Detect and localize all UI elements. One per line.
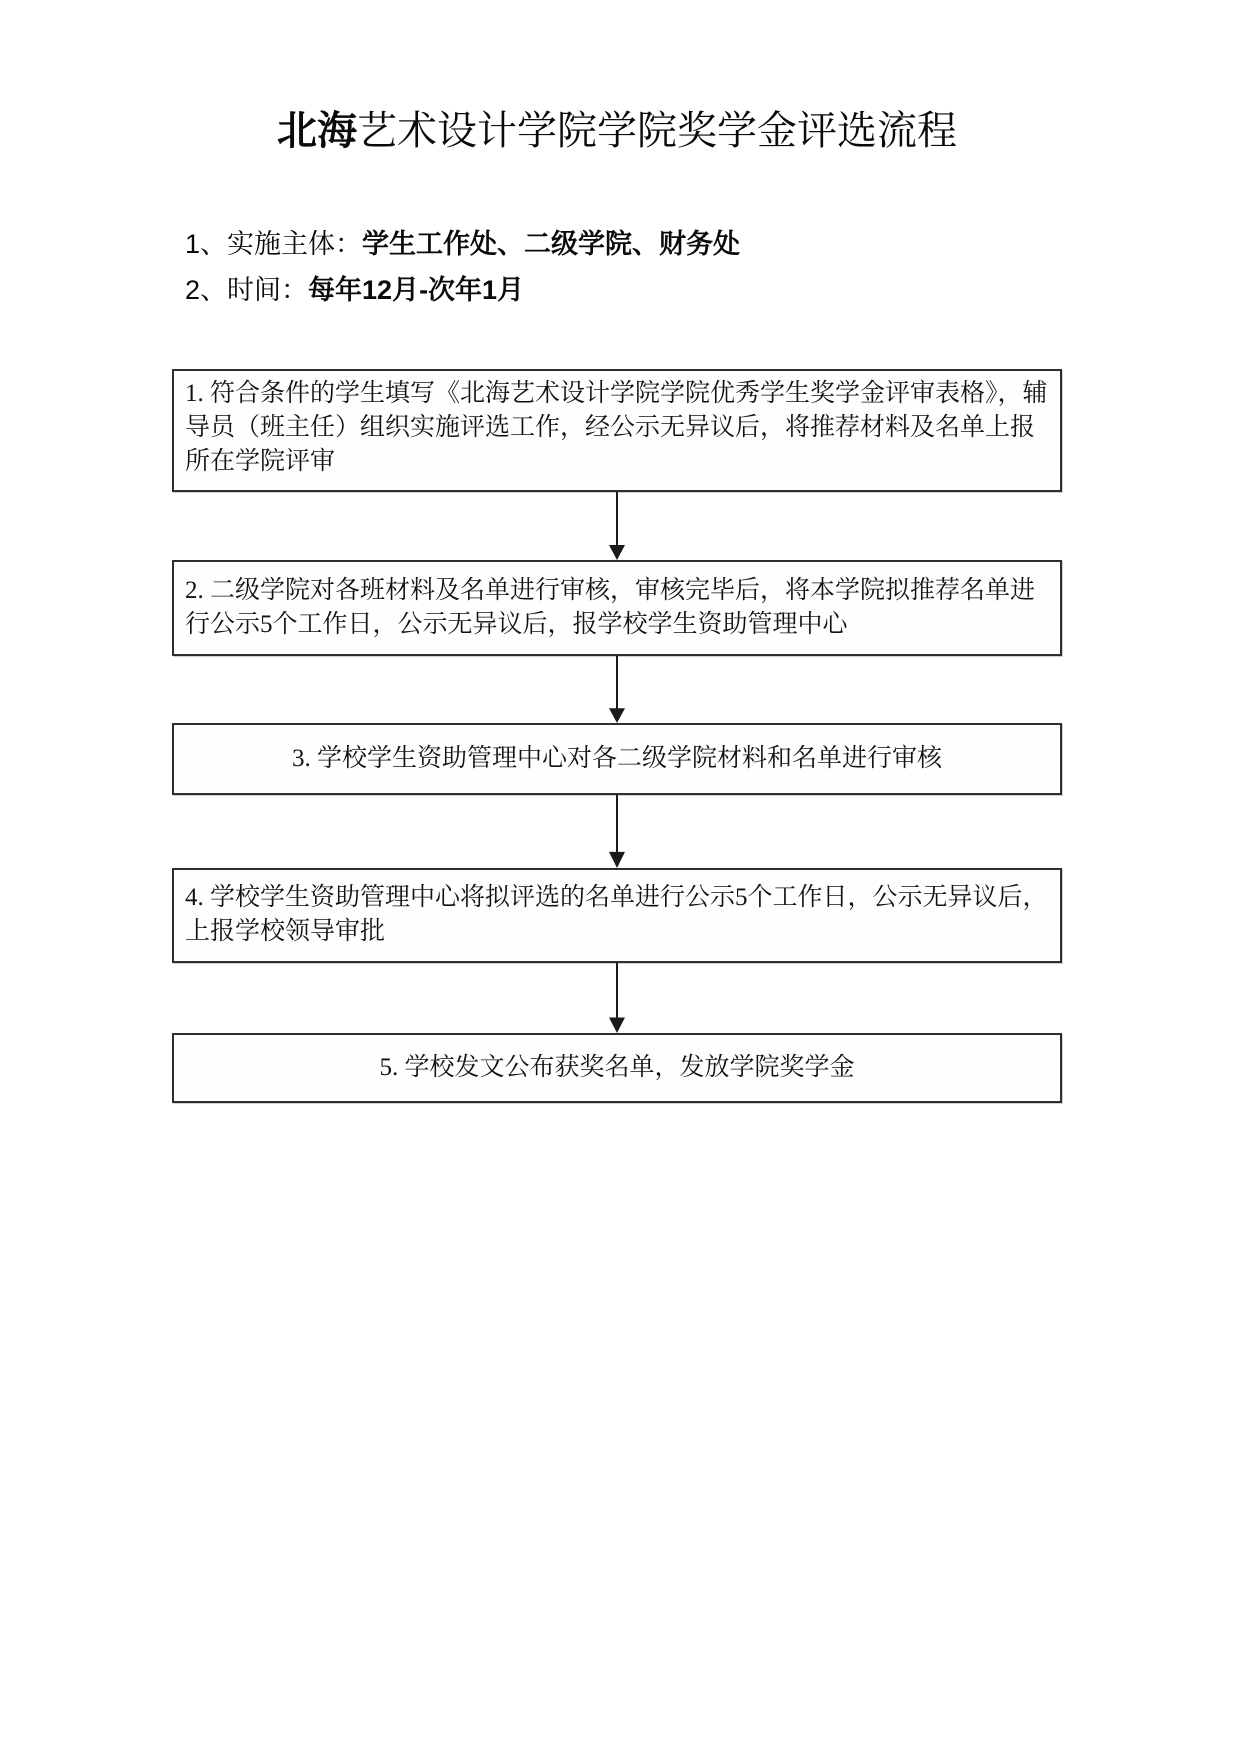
down-arrow-icon — [172, 795, 1062, 868]
flow-step-5-text: 5. 学校发文公布获奖名单，发放学院奖学金 — [379, 1054, 855, 1081]
flow-step-2 — [172, 560, 1062, 656]
page-title-highlight: 北海 — [277, 109, 357, 153]
flow-step-1-text: 1. 符合条件的学生填写《北海艺术设计学院学院优秀学生奖学金评审表格》，辅导员（班主任）组织实施评选工作，经公示无异议后，将推荐材料及名单上报所在学院评审 — [185, 380, 1048, 475]
intro-item-subject — [185, 221, 740, 267]
intro-item-value: 学生工作处、二级学院、财务处 — [362, 229, 741, 259]
flow-step-5 — [172, 1033, 1062, 1103]
flow-step-3-text: 3. 学校学生资助管理中心对各二级学院材料和名单进行审核 — [291, 745, 942, 772]
intro-list — [185, 221, 740, 313]
intro-item-label: 实施主体： — [227, 229, 363, 259]
intro-item-number: 1、 — [185, 229, 228, 259]
intro-item-value: 每年12月-次年1月 — [308, 275, 525, 305]
flow-step-2-text: 2. 二级学院对各班材料及名单进行审核，审核完毕后，将本学院拟推荐名单进行公示5个工作日，公示无异议后，报学校学生资助管理中心 — [185, 577, 1036, 638]
flow-step-1 — [172, 369, 1062, 492]
down-arrow-icon — [172, 492, 1062, 560]
intro-item-number: 2、 — [185, 275, 228, 305]
flow-step-4-text: 4. 学校学生资助管理中心将拟评选的名单进行公示5个工作日，公示无异议后，上报学校领导审批 — [185, 884, 1048, 945]
down-arrow-icon — [172, 656, 1062, 723]
flow-step-3 — [172, 723, 1062, 795]
down-arrow-icon — [172, 963, 1062, 1033]
flowchart — [172, 369, 1062, 1103]
flow-step-4 — [172, 868, 1062, 963]
intro-item-time — [185, 267, 740, 313]
page-title-rest: 艺术设计学院学院奖学金评选流程 — [357, 109, 957, 153]
page-title — [172, 106, 1062, 156]
intro-item-label: 时间： — [227, 275, 309, 305]
